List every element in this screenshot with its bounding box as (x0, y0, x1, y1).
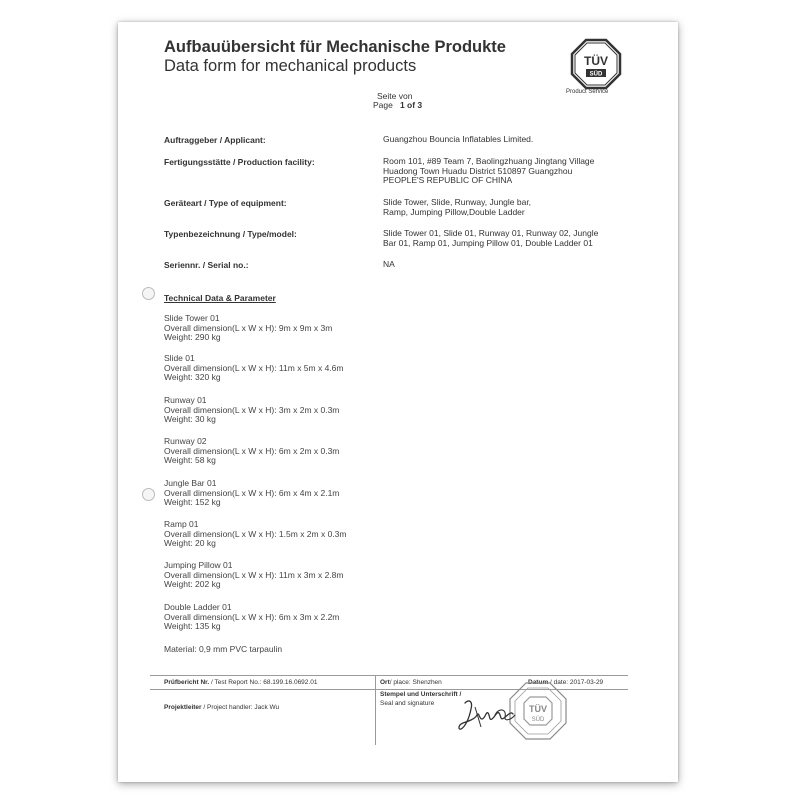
page-indicator (373, 92, 422, 110)
stamp-label: Stempel und Unterschrift / (380, 691, 462, 698)
production-facility-value: Room 101, #89 Team 7, Baolingzhuang Jingtang Village Huadong Town Huadu District 510897 Guangzhou PEOPLE'S REPUBLIC OF CHINA (383, 156, 595, 185)
product-name: Slide Tower 01 (164, 313, 220, 323)
product-weight: Weight: 58 kg (164, 455, 216, 465)
product-weight: Weight: 135 kg (164, 621, 221, 631)
stamp-text-top: TÜV (529, 704, 547, 714)
stamp-label-english: Seal and signature (380, 700, 435, 707)
product-dimension: Overall dimension(L x W x H): 6m x 3m x 2.2m (164, 611, 340, 622)
product-dimension: Overall dimension(L x W x H): 9m x 9m x 3m (164, 322, 333, 333)
applicant-value: Guangzhou Bouncia Inflatables Limited. (383, 134, 534, 144)
serial-number-value: NA (383, 259, 395, 269)
tuv-logo-icon (570, 38, 622, 96)
product-dimension: Overall dimension(L x W x H): 3m x 2m x 0.3m (164, 404, 340, 415)
project-handler: Projektleiter / Project handler: Jack Wu (164, 704, 280, 711)
product-name: Runway 02 (164, 436, 207, 446)
product-weight: Weight: 30 kg (164, 414, 216, 424)
signature-icon (455, 697, 545, 733)
product-name: Jungle Bar 01 (164, 478, 217, 488)
product-dimension: Overall dimension(L x W x H): 6m x 2m x 0.3m (164, 445, 340, 456)
product-dimension: Overall dimension(L x W x H): 11m x 3m x 2.8m (164, 569, 344, 580)
product-weight: Weight: 320 kg (164, 372, 221, 382)
production-facility-label: Fertigungsstätte / Production facility: (164, 157, 315, 167)
page-number: 1 of 3 (399, 100, 423, 110)
product-name: Runway 01 (164, 395, 207, 405)
date: Datum / date: 2017-03-29 (528, 679, 604, 686)
product-name: Slide 01 (164, 353, 195, 363)
product-weight: Weight: 290 kg (164, 332, 221, 342)
product-item (164, 437, 339, 466)
footer-divider (150, 675, 628, 676)
punch-hole (142, 287, 155, 300)
equipment-type-value: Slide Tower, Slide, Runway, Jungle bar, Ramp, Jumping Pillow,Double Ladder (383, 197, 532, 217)
product-dimension: Overall dimension(L x W x H): 6m x 4m x 2.1m (164, 487, 340, 498)
serial-number-label: Seriennr. / Serial no.: (164, 260, 249, 270)
product-weight: Weight: 20 kg (164, 538, 216, 548)
logo-caption: Product Service (566, 89, 609, 95)
product-item (164, 603, 339, 632)
applicant-label: Auftraggeber / Applicant: (164, 135, 266, 145)
stamp-text-bottom: SÜD (531, 717, 545, 723)
place: Ort/ place: Shenzhen (380, 679, 442, 686)
title-german: Aufbauübersicht für Mechanische Produkte (164, 38, 506, 56)
product-item (164, 396, 339, 425)
page-label-german: Seite von (377, 91, 413, 101)
material-note: Material: 0,9 mm PVC tarpaulin (164, 644, 283, 654)
product-item (164, 479, 339, 508)
test-report-number: Prüfbericht Nr. / Test Report No.: 68.199.16.0692.01 (164, 679, 318, 686)
type-model-value: Slide Tower 01, Slide 01, Runway 01, Runway 02, Jungle Bar 01, Ramp 01, Jumping Pillow 01, Double Ladder 01 (383, 228, 599, 248)
section-title: Technical Data & Parameter (164, 293, 276, 303)
product-name: Double Ladder 01 (164, 602, 232, 612)
product-name: Ramp 01 (164, 519, 199, 529)
logo-text-top: TÜV (584, 54, 608, 68)
type-model-label: Typenbezeichnung / Type/model: (164, 229, 297, 239)
product-item (164, 314, 332, 343)
logo-text-bottom: SÜD (589, 71, 603, 78)
product-weight: Weight: 152 kg (164, 497, 221, 507)
product-weight: Weight: 202 kg (164, 579, 221, 589)
footer-column-divider (375, 675, 376, 745)
page-label-english: Page (373, 100, 393, 110)
product-dimension: Overall dimension(L x W x H): 11m x 5m x 4.6m (164, 362, 344, 373)
product-item (164, 354, 344, 383)
equipment-type-label: Geräteart / Type of equipment: (164, 198, 287, 208)
title-english: Data form for mechanical products (164, 57, 417, 75)
punch-hole (142, 488, 155, 501)
product-name: Jumping Pillow 01 (164, 560, 233, 570)
product-item (164, 561, 344, 590)
product-item (164, 520, 346, 549)
product-dimension: Overall dimension(L x W x H): 1.5m x 2m x 0.3m (164, 528, 347, 539)
